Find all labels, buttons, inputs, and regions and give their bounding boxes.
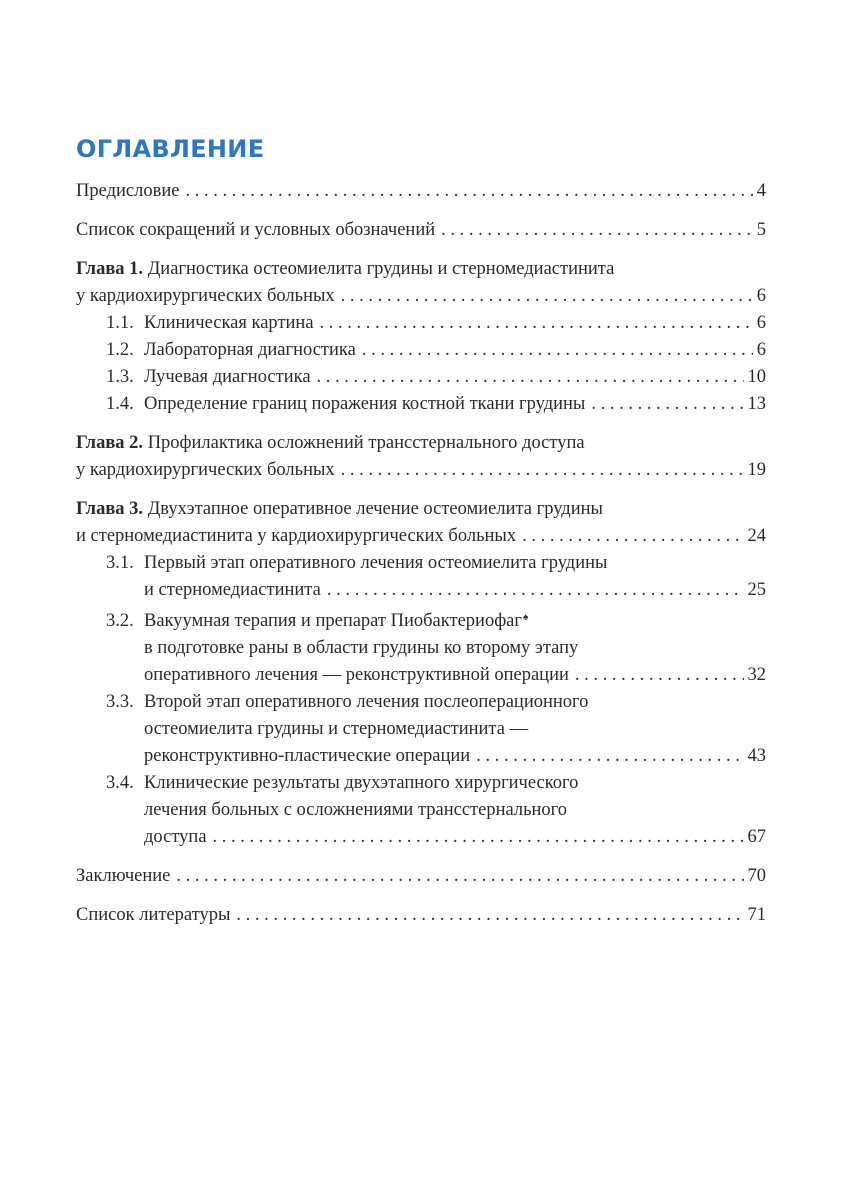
- page-number: 6: [756, 340, 766, 360]
- section-number: 1.2.: [106, 340, 134, 360]
- leader-dots: [591, 391, 743, 418]
- leader-dots: [317, 364, 744, 391]
- section-title: Определение границ поражения костной ткани грудины: [144, 394, 586, 414]
- toc-entry-section-1-4[interactable]: [76, 391, 766, 418]
- page-number: 10: [747, 367, 766, 387]
- section-number: 3.3.: [106, 692, 134, 712]
- entry-text: Заключение: [76, 866, 171, 886]
- page-number: 5: [756, 220, 766, 240]
- chapter-title: Диагностика остеомиелита грудины и стерномедиастинита: [147, 259, 615, 279]
- page-number: 32: [747, 665, 766, 685]
- page-number: 43: [747, 746, 766, 766]
- leader-dots: [327, 577, 744, 604]
- page-number: 4: [756, 181, 766, 201]
- toc-entry-abbreviations[interactable]: [76, 217, 766, 244]
- leader-dots: [362, 337, 753, 364]
- leader-dots: [522, 523, 743, 550]
- chapter-title: Двухэтапное оперативное лечение остеомиелита грудины: [147, 499, 603, 519]
- section-title-cont: лечения больных с осложнениями трансстернального: [144, 800, 568, 820]
- section-title-cont: реконструктивно-пластические операции: [144, 746, 471, 766]
- chapter-title-cont: у кардиохирургических больных: [76, 286, 335, 306]
- entry-text: Список литературы: [76, 905, 231, 925]
- toc-entry-chapter-2[interactable]: [76, 430, 766, 484]
- section-number: 1.4.: [106, 394, 134, 414]
- leader-dots: [341, 283, 753, 310]
- leader-dots: [185, 178, 752, 205]
- page-number: 6: [756, 313, 766, 333]
- leader-dots: [575, 662, 744, 689]
- section-title-cont: и стерномедиастинита: [144, 580, 321, 600]
- section-title: Вакуумная терапия и препарат Пиобактериофаг: [144, 611, 522, 631]
- page-number: 24: [747, 526, 766, 546]
- chapter-title-cont: у кардиохирургических больных: [76, 460, 335, 480]
- section-number: 3.4.: [106, 773, 134, 793]
- section-title: Второй этап оперативного лечения послеоперационного: [144, 692, 589, 712]
- leader-dots: [236, 902, 743, 929]
- toc-entry-chapter-3[interactable]: [76, 496, 766, 550]
- section-title: Клинические результаты двухэтапного хирургического: [144, 773, 579, 793]
- trademark-mark-icon: ♠: [523, 612, 529, 623]
- leader-dots: [320, 310, 753, 337]
- page-number: 25: [747, 580, 766, 600]
- toc-entry-chapter-1[interactable]: [76, 256, 766, 310]
- table-of-contents: [76, 178, 766, 929]
- page-number: 13: [747, 394, 766, 414]
- page-number: 19: [747, 460, 766, 480]
- chapter-label: Глава 2.: [76, 433, 144, 453]
- section-title: Лабораторная диагностика: [144, 340, 356, 360]
- entry-text: Список сокращений и условных обозначений: [76, 220, 436, 240]
- toc-entry-section-3-3[interactable]: [76, 689, 766, 770]
- section-title: Клиническая картина: [144, 313, 314, 333]
- toc-entry-section-3-1[interactable]: [76, 550, 766, 604]
- toc-entry-section-1-1[interactable]: [76, 310, 766, 337]
- section-title: Лучевая диагностика: [144, 367, 311, 387]
- section-title-cont: в подготовке раны в области грудины ко второму этапу: [144, 638, 579, 658]
- section-title-cont: доступа: [144, 827, 207, 847]
- chapter-title-cont: и стерномедиастинита у кардиохирургических больных: [76, 526, 517, 546]
- page-number: 67: [747, 827, 766, 847]
- leader-dots: [176, 863, 743, 890]
- toc-entry-section-1-3[interactable]: [76, 364, 766, 391]
- toc-entry-section-3-2[interactable]: [76, 604, 766, 689]
- page-number: 71: [747, 905, 766, 925]
- leader-dots: [213, 824, 744, 851]
- section-number: 3.1.: [106, 553, 134, 573]
- chapter-label: Глава 3.: [76, 499, 144, 519]
- leader-dots: [476, 743, 743, 770]
- toc-entry-section-3-4[interactable]: [76, 770, 766, 851]
- page-title: ОГЛАВЛЕНИЕ: [76, 135, 265, 163]
- leader-dots: [341, 457, 744, 484]
- entry-text: Предисловие: [76, 181, 180, 201]
- section-number: 3.2.: [106, 611, 134, 631]
- leader-dots: [441, 217, 753, 244]
- section-title: Первый этап оперативного лечения остеомиелита грудины: [144, 553, 608, 573]
- toc-page: [76, 132, 766, 929]
- section-title-cont: оперативного лечения — реконструктивной операции: [144, 665, 569, 685]
- section-number: 1.1.: [106, 313, 134, 333]
- chapter-label: Глава 1.: [76, 259, 144, 279]
- toc-entry-references[interactable]: [76, 902, 766, 929]
- toc-entry-conclusion[interactable]: [76, 863, 766, 890]
- toc-entry-preface[interactable]: [76, 178, 766, 205]
- page-number: 70: [747, 866, 766, 886]
- page-number: 6: [756, 286, 766, 306]
- section-number: 1.3.: [106, 367, 134, 387]
- toc-entry-section-1-2[interactable]: [76, 337, 766, 364]
- chapter-title: Профилактика осложнений трансстернального доступа: [147, 433, 585, 453]
- section-title-cont: остеомиелита грудины и стерномедиастинита —: [144, 719, 529, 739]
